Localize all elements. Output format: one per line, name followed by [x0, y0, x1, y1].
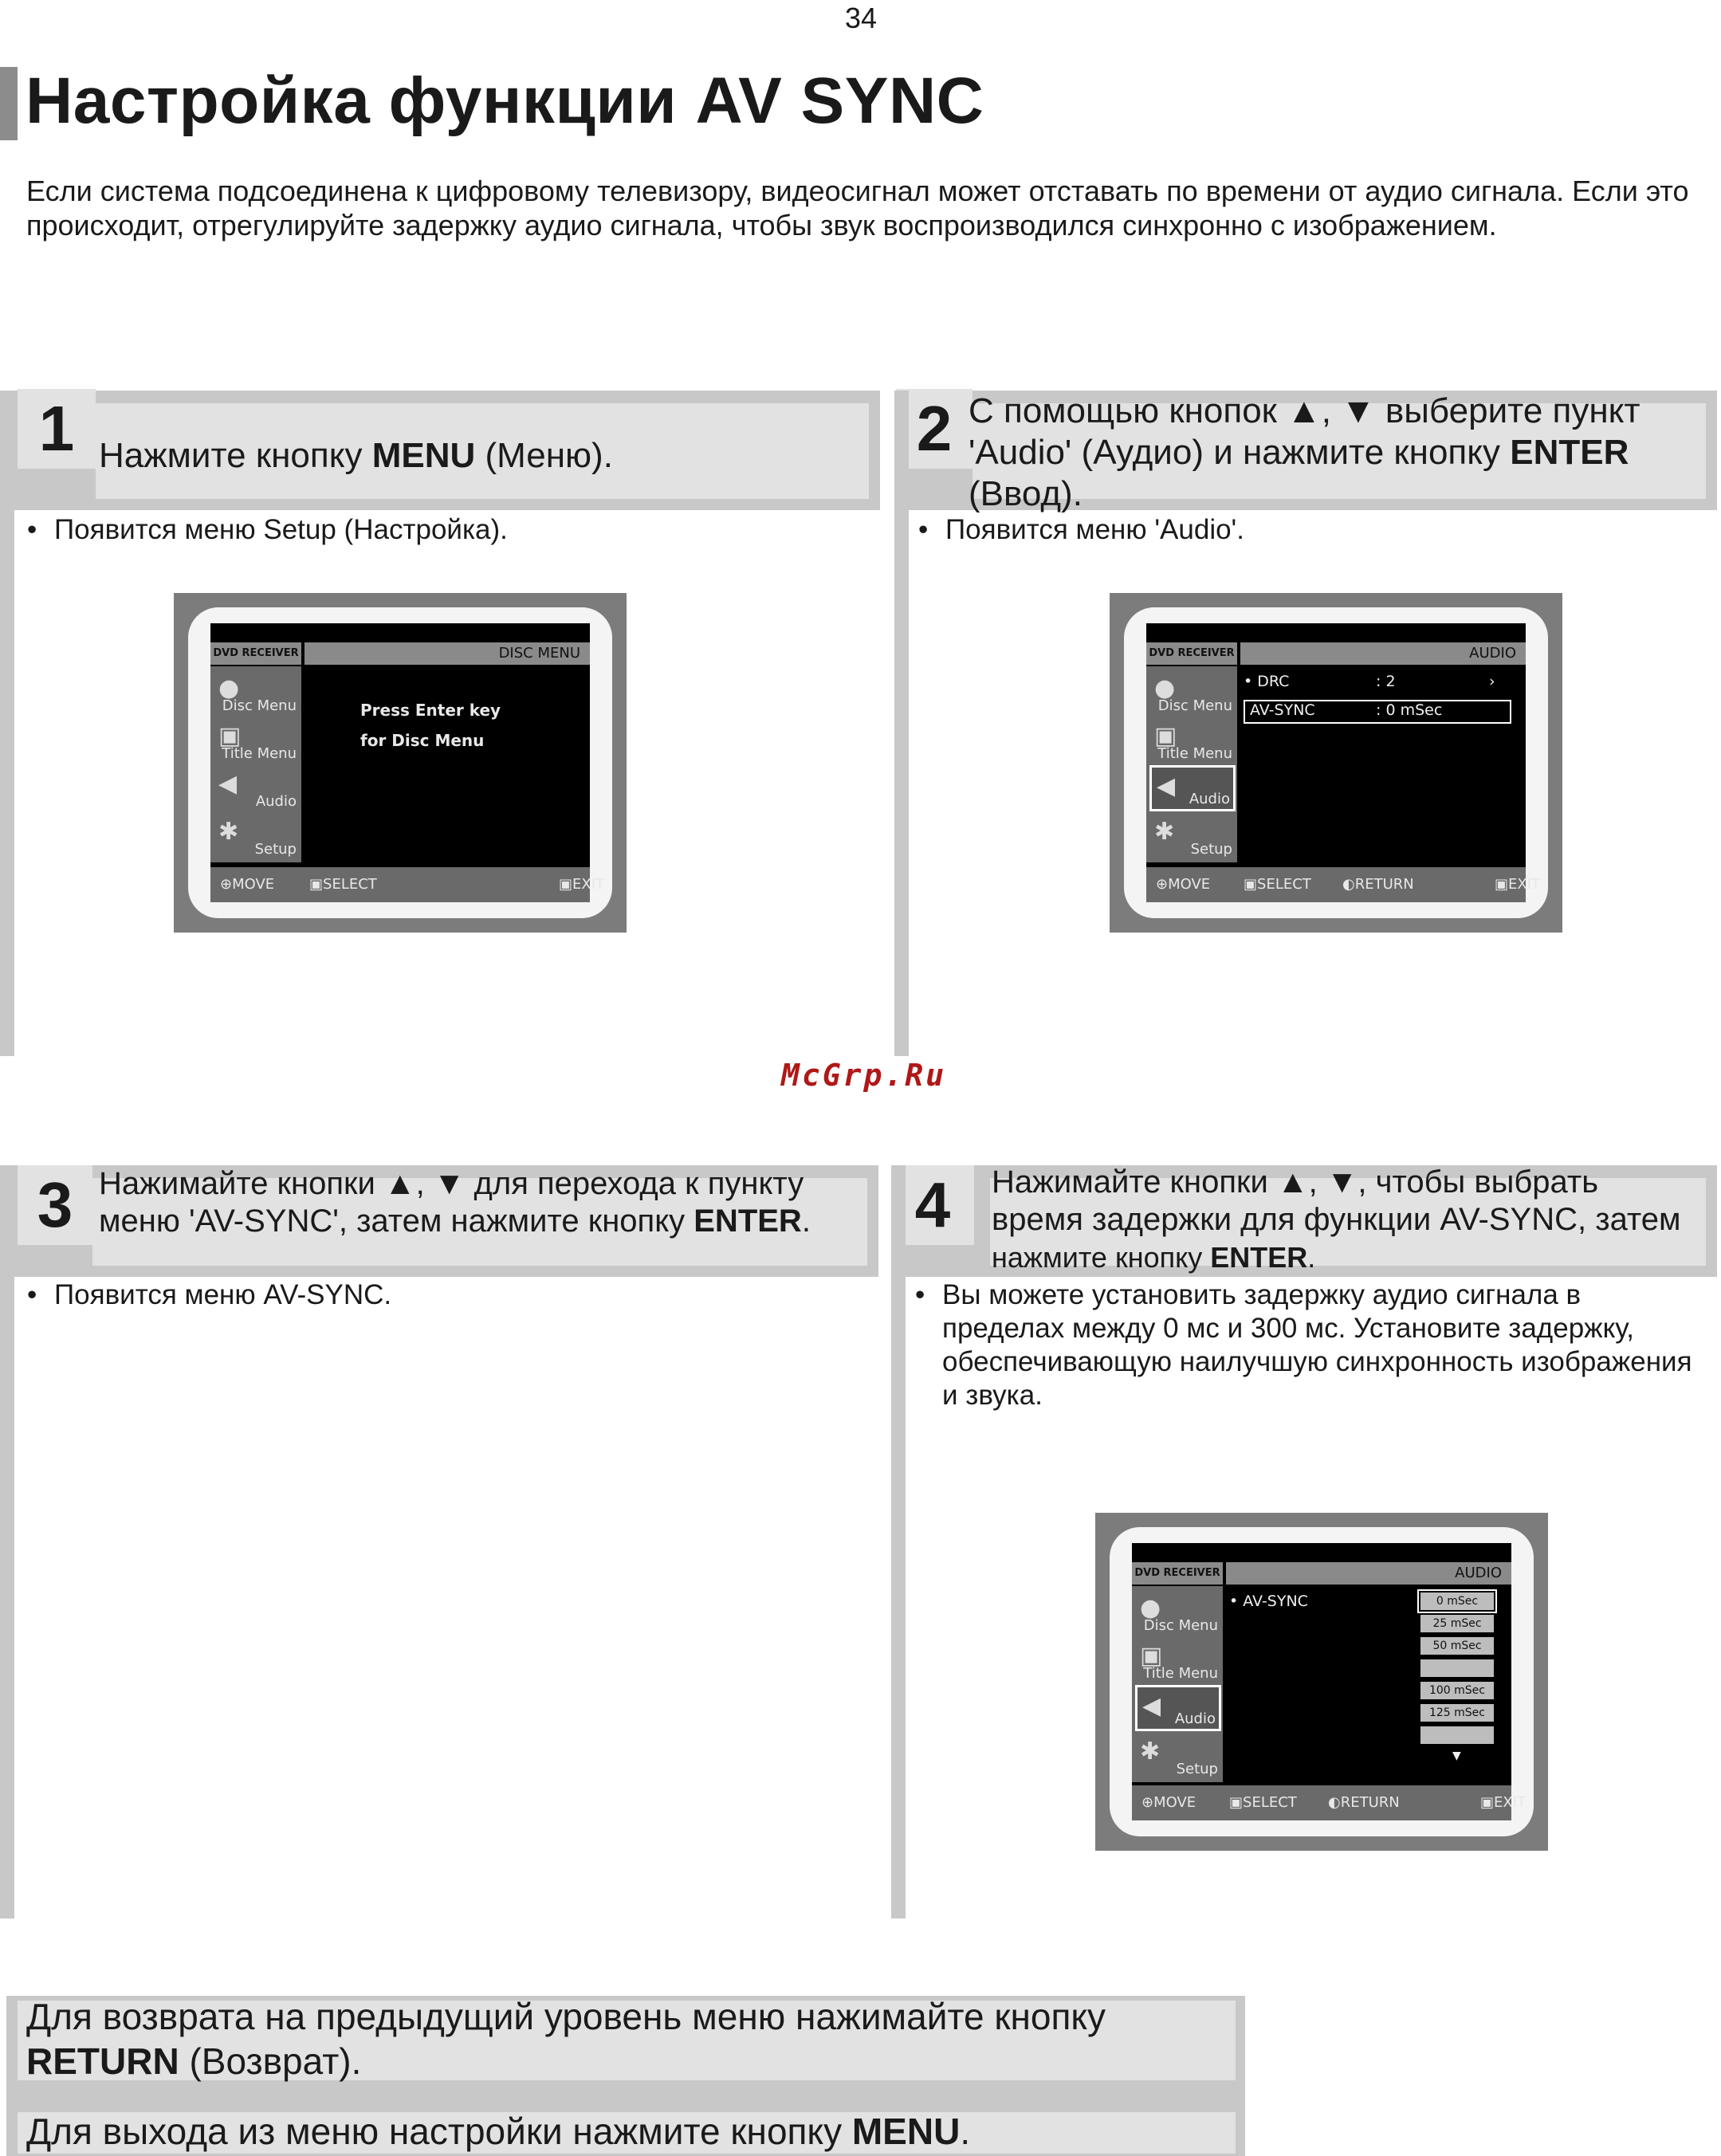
gear-icon: ✱: [1140, 1738, 1161, 1765]
step-2-number: 2: [896, 389, 972, 469]
step-4-bullet: • Вы можете установить задержку аудио сигнала в пределах между 0 мс и 300 мс. Установите задержку, обеспечивающую наилучшую синхронность изображения и звука.: [915, 1279, 1692, 1411]
av-sync-row-label: AV-SYNC: [1250, 701, 1315, 719]
page-number: 34: [844, 2, 878, 34]
av-sync-row-value: : 0 mSec: [1376, 701, 1443, 719]
title-icon: ▣: [218, 722, 242, 750]
step-2-side-bar: [894, 391, 909, 1056]
step-3-number: 3: [18, 1165, 92, 1245]
screenshot-av-sync-menu: DVD RECEIVER AUDIO ● Disc Menu ▣ Title Menu ◀ Audio ✱ Setup • AV-SYNC 0 mSec 25 mSec 50 mSec 100 mSec 125 mSec ▼ ⊕ MOVE ▣ SELECT ◐ RETURN ▣ EXIT: [1095, 1513, 1548, 1851]
page-title: Настройка функции AV SYNC: [26, 65, 984, 137]
speaker-icon: ◀: [1142, 1692, 1161, 1720]
side-item-setup: ✱ Setup: [218, 818, 297, 858]
delay-option: [1420, 1726, 1494, 1744]
gear-icon: ✱: [1154, 818, 1175, 846]
gear-icon: ✱: [218, 818, 239, 846]
menu-sidebar: [210, 666, 301, 862]
speaker-icon: ◀: [218, 770, 238, 798]
title-icon: ▣: [1154, 722, 1177, 750]
step-3-bullet: • Появится меню AV-SYNC.: [27, 1279, 392, 1310]
screenshot-disc-menu: [174, 593, 627, 933]
drc-row-label: • DRC: [1244, 673, 1290, 690]
title-accent-bar: [0, 67, 18, 140]
disc-icon: ●: [218, 674, 240, 702]
step-1-text: Нажмите кнопку MENU (Меню).: [99, 436, 613, 475]
delay-option: 125 mSec: [1420, 1704, 1494, 1722]
delay-option: 0 mSec: [1420, 1592, 1494, 1610]
step-1-bullet: • Появится меню Setup (Настройка).: [27, 514, 508, 545]
step-4-text: Нажимайте кнопки ▲, ▼, чтобы выбрать время задержки для функции AV-SYNC, затем нажмите кнопку ENTER.: [992, 1164, 1681, 1274]
side-item-audio-selected: ◀ Audio: [1149, 765, 1236, 811]
brand-label: DVD RECEIVER: [210, 642, 301, 665]
delay-option: 50 mSec: [1420, 1637, 1494, 1655]
footer-line-1: Для возврата на предыдущий уровень меню нажимайте кнопку: [26, 1996, 1106, 2037]
av-sync-label: • AV-SYNC: [1229, 1592, 1308, 1610]
speaker-icon: ◀: [1157, 772, 1176, 800]
step-1-side-bar: [0, 391, 14, 1056]
footer-line-3: Для выхода из меню настройки нажмите кнопку MENU.: [26, 2111, 971, 2152]
menu-footer: [210, 867, 605, 902]
watermark: McGrp.Ru: [781, 1058, 947, 1093]
title-icon: ▣: [1140, 1642, 1163, 1670]
footer-line-2: RETURN (Возврат).: [26, 2040, 362, 2082]
disc-menu-message-1: Press Enter key: [360, 701, 501, 720]
side-item-title-menu: ▣ Title Menu: [218, 722, 297, 762]
move-hint: ⊕ MOVE: [220, 876, 275, 893]
disc-icon: ●: [1154, 674, 1176, 702]
scroll-down-icon: ▼: [1452, 1750, 1461, 1762]
step-4-side-bar: [891, 1165, 906, 1918]
side-item-disc-menu: ● Disc Menu: [218, 674, 297, 714]
chevron-right-icon: ›: [1489, 673, 1495, 690]
drc-row-value: : 2: [1376, 673, 1396, 690]
menu-title: DISC MENU: [305, 642, 590, 665]
select-hint: ▣ SELECT: [309, 876, 377, 893]
intro-paragraph: Если система подсоединена к цифровому телевизору, видеосигнал может отставать по времени от аудио сигнала. Если это происходит, отрегулируйте задержку аудио сигнала, чтобы звук воспроизводился синхронно с изображением.: [26, 175, 1689, 242]
delay-option: [1420, 1659, 1494, 1677]
step-2-text: С помощью кнопок ▲, ▼ выберите пункт 'Audio' (Аудио) и нажмите кнопку ENTER (Ввод).: [969, 391, 1640, 513]
return-hint: ◐ RETURN: [1342, 876, 1414, 893]
step-4-number: 4: [891, 1165, 974, 1245]
delay-option: 100 mSec: [1420, 1682, 1494, 1699]
screenshot-audio-menu: DVD RECEIVER AUDIO ● Disc Menu ▣ Title Menu ◀ Audio ✱ Setup • DRC : 2 › AV-SYNC : 0 mSec ⊕ MOVE ▣ SELECT ◐ RETURN ▣ EXIT: [1110, 593, 1562, 933]
exit-hint: ▣ EXIT: [558, 876, 605, 893]
disc-menu-message-2: for Disc Menu: [360, 731, 485, 750]
step-3-text: Нажимайте кнопки ▲, ▼ для перехода к пункту меню 'AV-SYNC', затем нажмите кнопку ENTER.: [99, 1166, 811, 1239]
step-3-side-bar: [0, 1165, 14, 1918]
step-1-number: 1: [18, 389, 96, 469]
side-item-audio: ◀ Audio: [218, 770, 297, 810]
step-2-bullet: • Появится меню 'Audio'.: [918, 514, 1244, 545]
disc-icon: ●: [1140, 1594, 1161, 1622]
delay-option: 25 mSec: [1420, 1615, 1494, 1632]
